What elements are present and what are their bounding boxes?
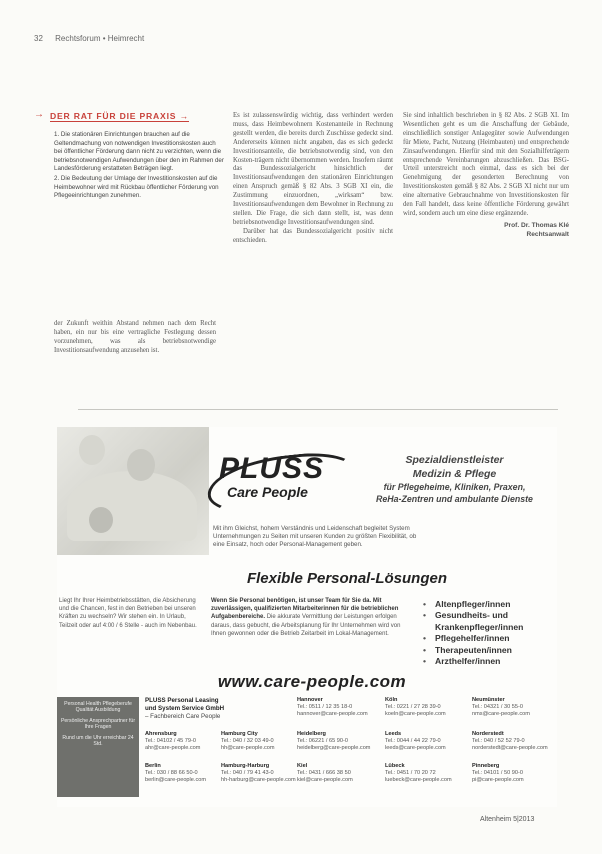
author-name: Prof. Dr. Thomas Klé <box>504 221 569 229</box>
logo-wordmark: PLUSS <box>219 452 325 485</box>
advertisement <box>57 427 557 807</box>
ad-headline: Flexible Personal-Lösungen <box>246 570 448 587</box>
office-heidelberg: Heidelberg Tel.: 06221 / 65 90-0 heidelberg@care-people.com <box>297 731 371 751</box>
arrow-right-icon: → <box>34 109 44 120</box>
company-name: PLUSS Personal Leasing und System Service GmbH – Fachbereich Care People <box>145 697 225 720</box>
page-number: 32 <box>34 34 43 43</box>
website-link[interactable]: www.care-people.com <box>217 672 407 691</box>
article-column-3 <box>403 112 569 239</box>
service-item: • Pflegehelfer/innen <box>423 633 557 644</box>
ad-photo <box>57 427 209 555</box>
office-pinneberg: Pinneberg Tel.: 04101 / 50 90-0 pi@care-people.com <box>472 763 524 783</box>
specialist-heading: Spezialdienstleister Medizin & Pflege für Pflegeheime, Kliniken, Praxen, ReHa-Zentren und ambulante Dienste <box>376 454 533 504</box>
office-luebeck: Lübeck Tel.: 0451 / 70 20 72 luebeck@care-people.com <box>385 763 452 783</box>
page-header <box>34 34 144 43</box>
office-hamburg-city: Hamburg City Tel.: 040 / 32 03 49-0 hh@care-people.com <box>221 731 275 751</box>
services-list <box>423 599 557 667</box>
service-item: • Altenpfleger/innen <box>423 599 557 610</box>
office-leeds: Leeds Tel.: 0044 / 44 22 79-0 leeds@care-people.com <box>385 731 446 751</box>
office-ahrensburg: Ahrensburg Tel.: 04102 / 45 79-0 ahr@care-people.com <box>145 731 201 751</box>
divider <box>78 409 558 410</box>
article-column-2 <box>233 112 393 246</box>
practice-tip-item: 2. Die Bedeutung der Umlage der Investitionskosten auf die Heimbewohner wird mit Rückbau öffentlicher Förderung von Pflegeeinrichtungen zunehmen. <box>54 175 219 200</box>
office-hamburg-harburg: Hamburg-Harburg Tel.: 040 / 79 41 43-0 hh-harburg@care-people.com <box>221 763 296 783</box>
article-paragraph: Sie sind inhaltlich beschrieben in § 82 Abs. 2 SGB XI. Im Wesentlichen geht es um die Anschaffung der Gebäude, einschließlich sonstiger Anlagegüter sowie Aufwendungen für Miete, Pacht, Nutzung (Heimbauten) und entsprechende Zinsaufwendungen. Hierfür sind mit den Sozialhilfeträgern entsprechende Vereinbarungen abzuschließen. Das BSG-Urteil unterstreicht noch einmal, dass es sich bei der Genehmigung der gesonderten Berechnung von Investitionskosten gemäß § 82 Abs. 2 SGB XI nicht nur um eine alternative Gebrauchnahme von Investitionskosten für den Fall handelt, dass keine öffentliche Förderung gewährt wird, sondern auch um eine diese ergänzende. <box>403 112 569 217</box>
practice-tip-title: DER RAT FÜR DIE PRAXIS → <box>50 111 189 121</box>
ad-middle-text: Wenn Sie Personal benötigen, ist unser Team für Sie da. Mit zuverlässigen, qualifizierten Mitarbeiterinnen für die betrieblichen Aufgabenbereiche. Die akkurate Vermittlung der Leistungen erfolgen daraus, dass gebucht, die Arbeitsplanung für Ihr Unternehmen wird von Ihnen gewonnen oder die Betrieb Zeitarbeit im Lokal-Management. <box>211 598 401 637</box>
practice-tip-item: 1. Die stationären Einrichtungen brauchen auf die Geltendmachung von notwendigen Investitionskosten auch bei öffentlicher Förderung dann nicht zu verzichten, wenn die betriebsnotwendigen Aufwendungen über den im Rahmen der Landesförderung erstatteten Beträgen liegt. <box>54 131 224 173</box>
article-column-1 <box>54 320 216 356</box>
company-logo <box>197 448 367 520</box>
journal-footer: Altenheim 5|2013 <box>480 816 535 823</box>
service-item: • Therapeuten/innen <box>423 645 557 656</box>
office-berlin: Berlin Tel.: 030 / 88 66 50-0 berlin@care-people.com <box>145 763 207 783</box>
article-paragraph: der Zukunft weithin Abstand nehmen nach dem Recht haben, ein nur bis eine vertragliche Festlegung dessen vorzunehmen, was als betriebsnotwendige Investitionsaufwendung anzusehen ist. <box>54 320 216 354</box>
section-title: Rechtsforum • Heimrecht <box>55 34 145 43</box>
practice-tip-box <box>34 109 224 203</box>
office-neumuenster: Neumünster Tel.: 04321 / 30 55-0 nms@care-people.com <box>472 697 530 717</box>
contact-footer <box>57 697 557 802</box>
article-paragraph: Es ist zulassenswürdig wichtig, dass verhindert werden muss, dass Heimbewohnern Kostenanteile in Rechnung gestellt werden, die bereits durch Zuschüsse gedeckt sind. Andererseits können nicht angaben, das es sich gedeckt Investitionsanteile, die betriebsnotwendig sind, von den Kosten-trägern nicht übernommen werden. Insofern räumt das Bundessozialgericht hinsichtlich der Investitionsaufwendungen den stationären Einrichtungen einen Anspruch gemäß § 82 Abs. 3 SGB XI ein, die Zustimmung einzuordnen, „wirksam“ bzw. Investitionsaufwendungen dem Bewohner in Rechnung zu stellen. Die Frage, die sich dann stellt, ist, was denn betriebsnotwendige Investitionsaufwendungen sind. <box>233 112 393 226</box>
office-koeln: Köln Tel.: 0221 / 27 28 39-0 koeln@care-people.com <box>385 697 446 717</box>
logo-subtitle: Care People <box>227 484 308 500</box>
office-kiel: Kiel Tel.: 0431 / 666 38 50 kiel@care-people.com <box>297 763 353 783</box>
ad-left-text: Liegt Ihr Ihrer Heimbetriebsstätten, die Absicherung und die Chancen, fest in den Betrieben bei unseren Kräften zu wechseln? Wir stehen ein. In Urlaub, Teilzeit oder auf 4:00 / 6 Stelle - auch im Nebenbau. <box>59 598 197 629</box>
author-role: Rechtsanwalt <box>526 230 569 238</box>
service-item: • Gesundheits- und <box>423 610 557 621</box>
service-item: • Arzthelfer/innen <box>423 656 557 667</box>
article-paragraph: Darüber hat das Bundessozialgericht positiv nicht entschieden. <box>233 227 393 244</box>
office-hannover: Hannover Tel.: 0511 / 12 35 18-0 hannover@care-people.com <box>297 697 368 717</box>
office-norderstedt: Norderstedt Tel.: 040 / 52 52 79-0 norderstedt@care-people.com <box>472 731 548 751</box>
ad-intro-text: Mit ihm Gleichst, hohem Verständnis und Leidenschaft begleitet System Unternehmungen zu Seiten mit unseren Kunden zu größten Flexibilität, ob eine Einsatz, hoch oder Personal-Management geben. <box>213 525 417 549</box>
info-gray-box: Personal Health Pflegeberufe Qualität Ausbildung Persönliche Ansprechpartner für Ihre Fragen Rund um die Uhr erreichbar 24 Std. <box>57 697 139 797</box>
service-item: Krankenpfleger/innen <box>435 621 524 632</box>
